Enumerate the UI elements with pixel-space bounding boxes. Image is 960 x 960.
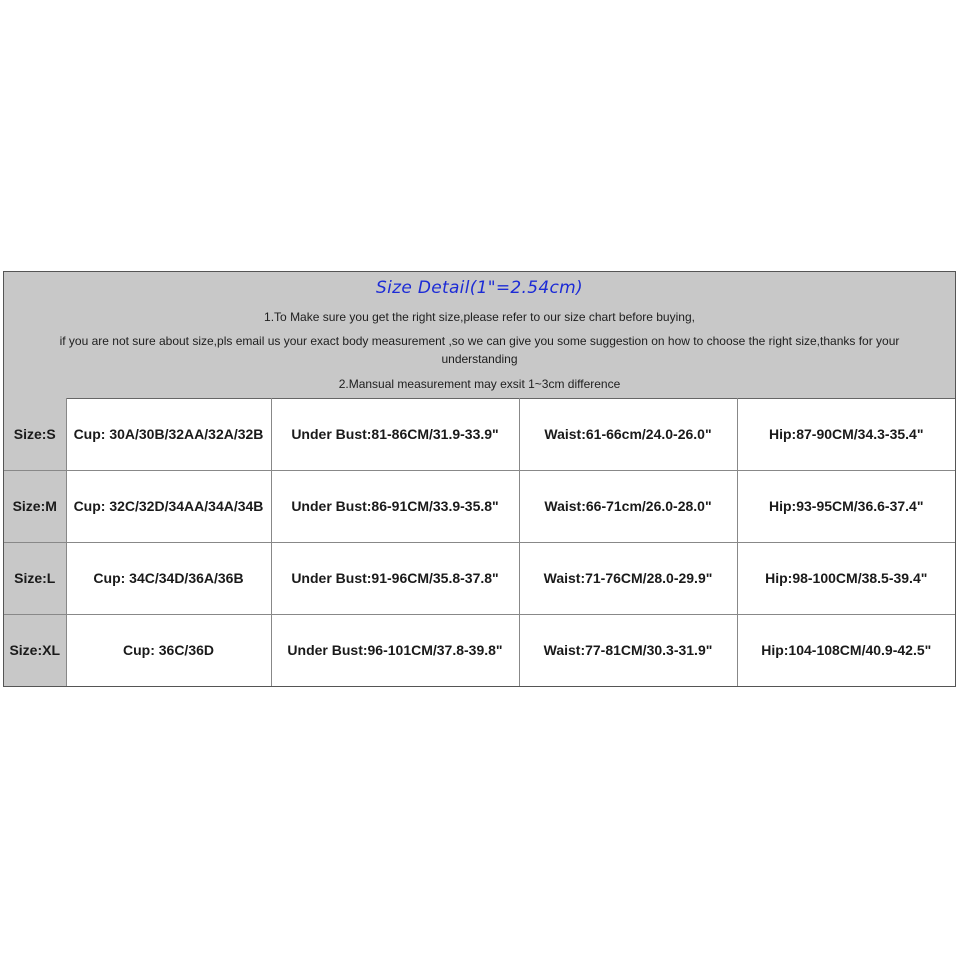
size-table xyxy=(4,398,955,686)
cup-cell: Cup: 34C/34D/36A/36B xyxy=(66,542,271,614)
chart-header xyxy=(4,272,955,399)
waist-cell: Waist:61-66cm/24.0-26.0" xyxy=(519,398,737,470)
cup-cell: Cup: 30A/30B/32AA/32A/32B xyxy=(66,398,271,470)
under-bust-cell: Under Bust:91-96CM/35.8-37.8" xyxy=(271,542,519,614)
note-size-reference: 1.To Make sure you get the right size,please refer to our size chart before buying, xyxy=(264,310,695,324)
table-row xyxy=(4,542,955,614)
size-chart xyxy=(3,271,956,687)
cup-cell: Cup: 32C/32D/34AA/34A/34B xyxy=(66,470,271,542)
table-row xyxy=(4,614,955,686)
cup-cell: Cup: 36C/36D xyxy=(66,614,271,686)
hip-cell: Hip:93-95CM/36.6-37.4" xyxy=(737,470,955,542)
size-label: Size:L xyxy=(4,542,66,614)
under-bust-cell: Under Bust:81-86CM/31.9-33.9" xyxy=(271,398,519,470)
chart-title: Size Detail(1"=2.54cm) xyxy=(376,278,583,298)
waist-cell: Waist:71-76CM/28.0-29.9" xyxy=(519,542,737,614)
waist-cell: Waist:66-71cm/26.0-28.0" xyxy=(519,470,737,542)
hip-cell: Hip:104-108CM/40.9-42.5" xyxy=(737,614,955,686)
note-email-suggestion: if you are not sure about size,pls email us your exact body measurement ,so we can give you some suggestion on how to choose the right size,thanks for your understanding xyxy=(59,334,900,366)
hip-cell: Hip:98-100CM/38.5-39.4" xyxy=(737,542,955,614)
table-row xyxy=(4,470,955,542)
table-row xyxy=(4,398,955,470)
size-label: Size:XL xyxy=(4,614,66,686)
note-measurement-difference: 2.Mansual measurement may exsit 1~3cm difference xyxy=(338,377,621,391)
size-label: Size:M xyxy=(4,470,66,542)
waist-cell: Waist:77-81CM/30.3-31.9" xyxy=(519,614,737,686)
under-bust-cell: Under Bust:86-91CM/33.9-35.8" xyxy=(271,470,519,542)
size-label: Size:S xyxy=(4,398,66,470)
under-bust-cell: Under Bust:96-101CM/37.8-39.8" xyxy=(271,614,519,686)
hip-cell: Hip:87-90CM/34.3-35.4" xyxy=(737,398,955,470)
